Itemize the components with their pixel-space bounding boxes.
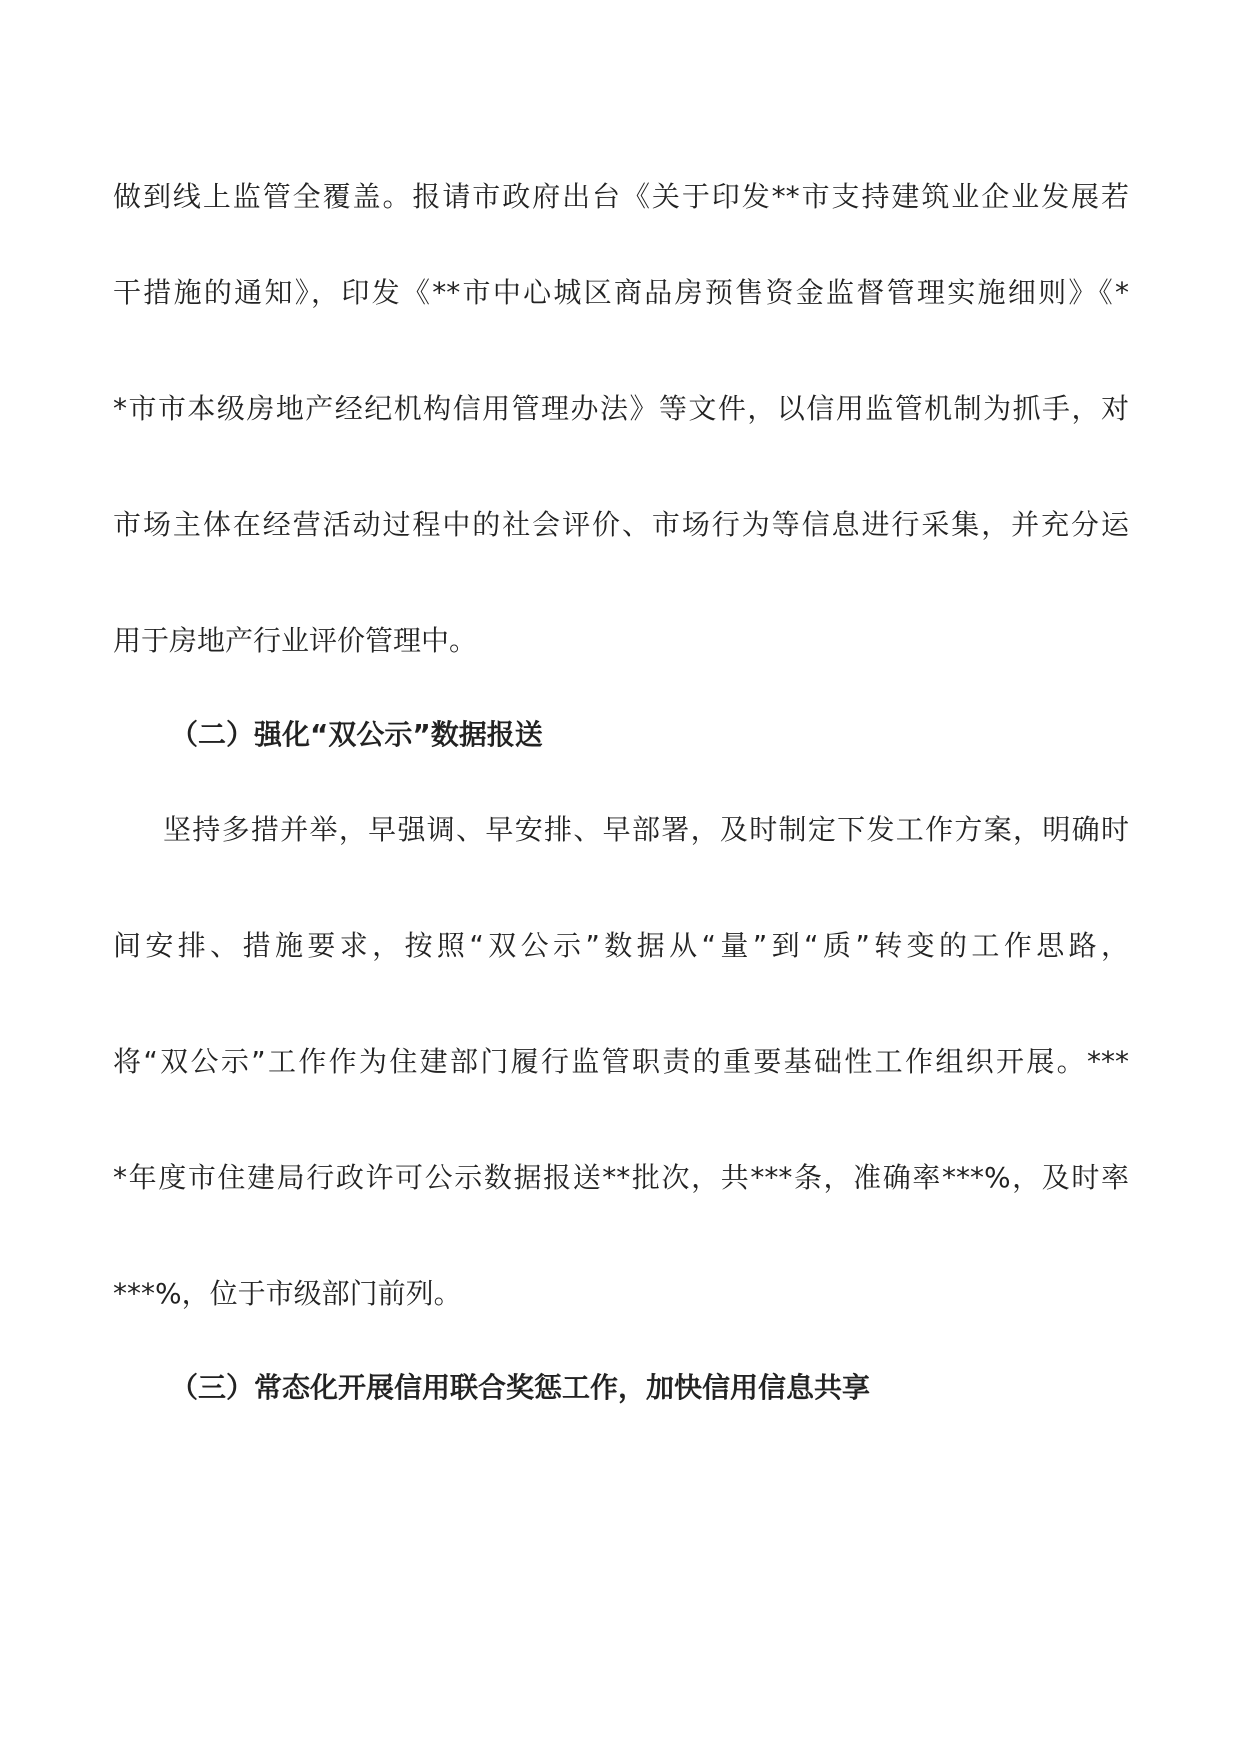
paragraph-line: 将“双公示”工作作为住建部门履行监管职责的重要基础性工作组织开展。*** — [113, 1045, 1129, 1078]
paragraph-line: 坚持多措并举，早强调、早安排、早部署，及时制定下发工作方案，明确时 — [163, 813, 1129, 846]
section-heading: （三）常态化开展信用联合奖惩工作，加快信用信息共享 — [170, 1371, 871, 1404]
paragraph-line: ***%，位于市级部门前列。 — [113, 1277, 462, 1310]
paragraph-line: 做到线上监管全覆盖。报请市政府出台《关于印发**市支持建筑业企业发展若 — [113, 180, 1129, 213]
paragraph-line: 市场主体在经营活动过程中的社会评价、市场行为等信息进行采集，并充分运 — [113, 508, 1129, 541]
paragraph-line: *年度市住建局行政许可公示数据报送**批次，共***条，准确率***%，及时率 — [113, 1161, 1129, 1194]
section-heading: （二）强化“双公示”数据报送 — [170, 718, 543, 751]
paragraph-line: 间安排、措施要求，按照“双公示”数据从“量”到“质”转变的工作思路， — [113, 929, 1129, 962]
paragraph-line: 用于房地产行业评价管理中。 — [113, 624, 478, 657]
paragraph-line: 干措施的通知》，印发《**市中心城区商品房预售资金监督管理实施细则》《* — [113, 276, 1129, 309]
paragraph-line: *市市本级房地产经纪机构信用管理办法》等文件，以信用监管机制为抓手，对 — [113, 392, 1129, 425]
